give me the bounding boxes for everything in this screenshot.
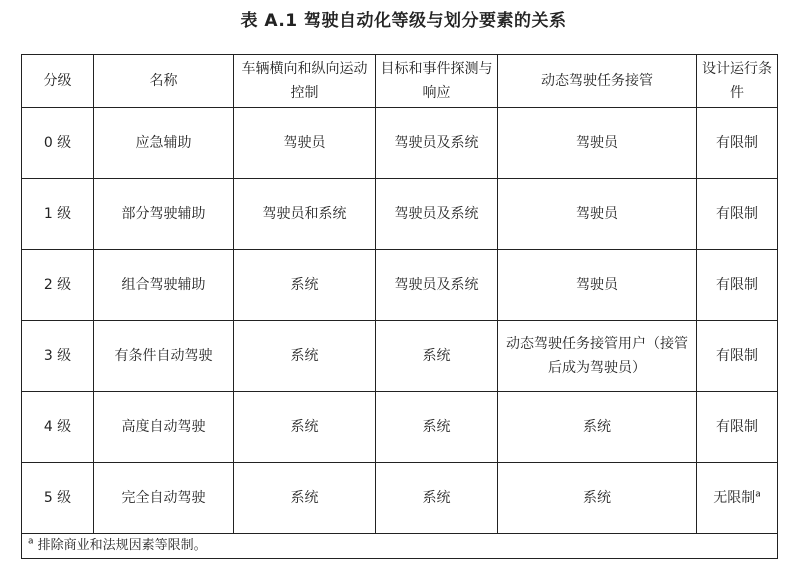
header-row	[22, 55, 778, 108]
table-cell: 应急辅助	[94, 108, 234, 179]
table-cell: 完全自动驾驶	[94, 463, 234, 534]
table-cell: 系统	[498, 392, 697, 463]
table-cell	[697, 463, 778, 534]
table-cell: 2 级	[22, 250, 94, 321]
header-cell: 设计运行条件	[697, 55, 778, 108]
footnote-cell	[22, 534, 778, 559]
footnote-marker: a	[28, 536, 34, 547]
table-cell: 驾驶员	[498, 250, 697, 321]
table-cell: 系统	[376, 392, 498, 463]
table-cell: 系统	[376, 321, 498, 392]
table-cell: 系统	[498, 463, 697, 534]
table-cell: 组合驾驶辅助	[94, 250, 234, 321]
table-cell: 系统	[234, 463, 376, 534]
table-cell: 驾驶员	[234, 108, 376, 179]
table-row	[22, 108, 778, 179]
table-cell: 5 级	[22, 463, 94, 534]
header-cell: 动态驾驶任务接管	[498, 55, 697, 108]
table-cell: 系统	[234, 321, 376, 392]
table-cell: 有限制	[697, 250, 778, 321]
table-row	[22, 179, 778, 250]
header-cell: 目标和事件探测与响应	[376, 55, 498, 108]
table-cell: 驾驶员和系统	[234, 179, 376, 250]
footnote-marker: a	[755, 489, 761, 500]
table-cell: 有限制	[697, 321, 778, 392]
table-cell: 高度自动驾驶	[94, 392, 234, 463]
table-cell: 系统	[376, 463, 498, 534]
table-cell: 有限制	[697, 392, 778, 463]
table-cell: 0 级	[22, 108, 94, 179]
header-cell: 分级	[22, 55, 94, 108]
table-cell: 动态驾驶任务接管用户（接管后成为驾驶员）	[498, 321, 697, 392]
footnote-text: 排除商业和法规因素等限制。	[37, 538, 207, 553]
table-cell: 4 级	[22, 392, 94, 463]
table-cell: 系统	[234, 250, 376, 321]
table-cell: 3 级	[22, 321, 94, 392]
table-cell: 1 级	[22, 179, 94, 250]
table-row	[22, 250, 778, 321]
footnote-row	[22, 534, 778, 559]
table-cell: 驾驶员	[498, 108, 697, 179]
table-cell: 驾驶员	[498, 179, 697, 250]
table-cell: 部分驾驶辅助	[94, 179, 234, 250]
table-cell: 有限制	[697, 108, 778, 179]
table-row	[22, 392, 778, 463]
header-cell: 名称	[94, 55, 234, 108]
table-cell: 系统	[234, 392, 376, 463]
table-cell: 驾驶员及系统	[376, 108, 498, 179]
header-cell: 车辆横向和纵向运动控制	[234, 55, 376, 108]
table-title: 表 A.1 驾驶自动化等级与划分要素的关系	[240, 11, 567, 31]
table-cell: 驾驶员及系统	[376, 179, 498, 250]
table-cell: 有限制	[697, 179, 778, 250]
table-cell: 驾驶员及系统	[376, 250, 498, 321]
table-cell-text: 无限制	[713, 490, 756, 506]
table-row	[22, 463, 778, 534]
table-row	[22, 321, 778, 392]
automation-levels-table	[21, 54, 778, 559]
table-cell: 有条件自动驾驶	[94, 321, 234, 392]
